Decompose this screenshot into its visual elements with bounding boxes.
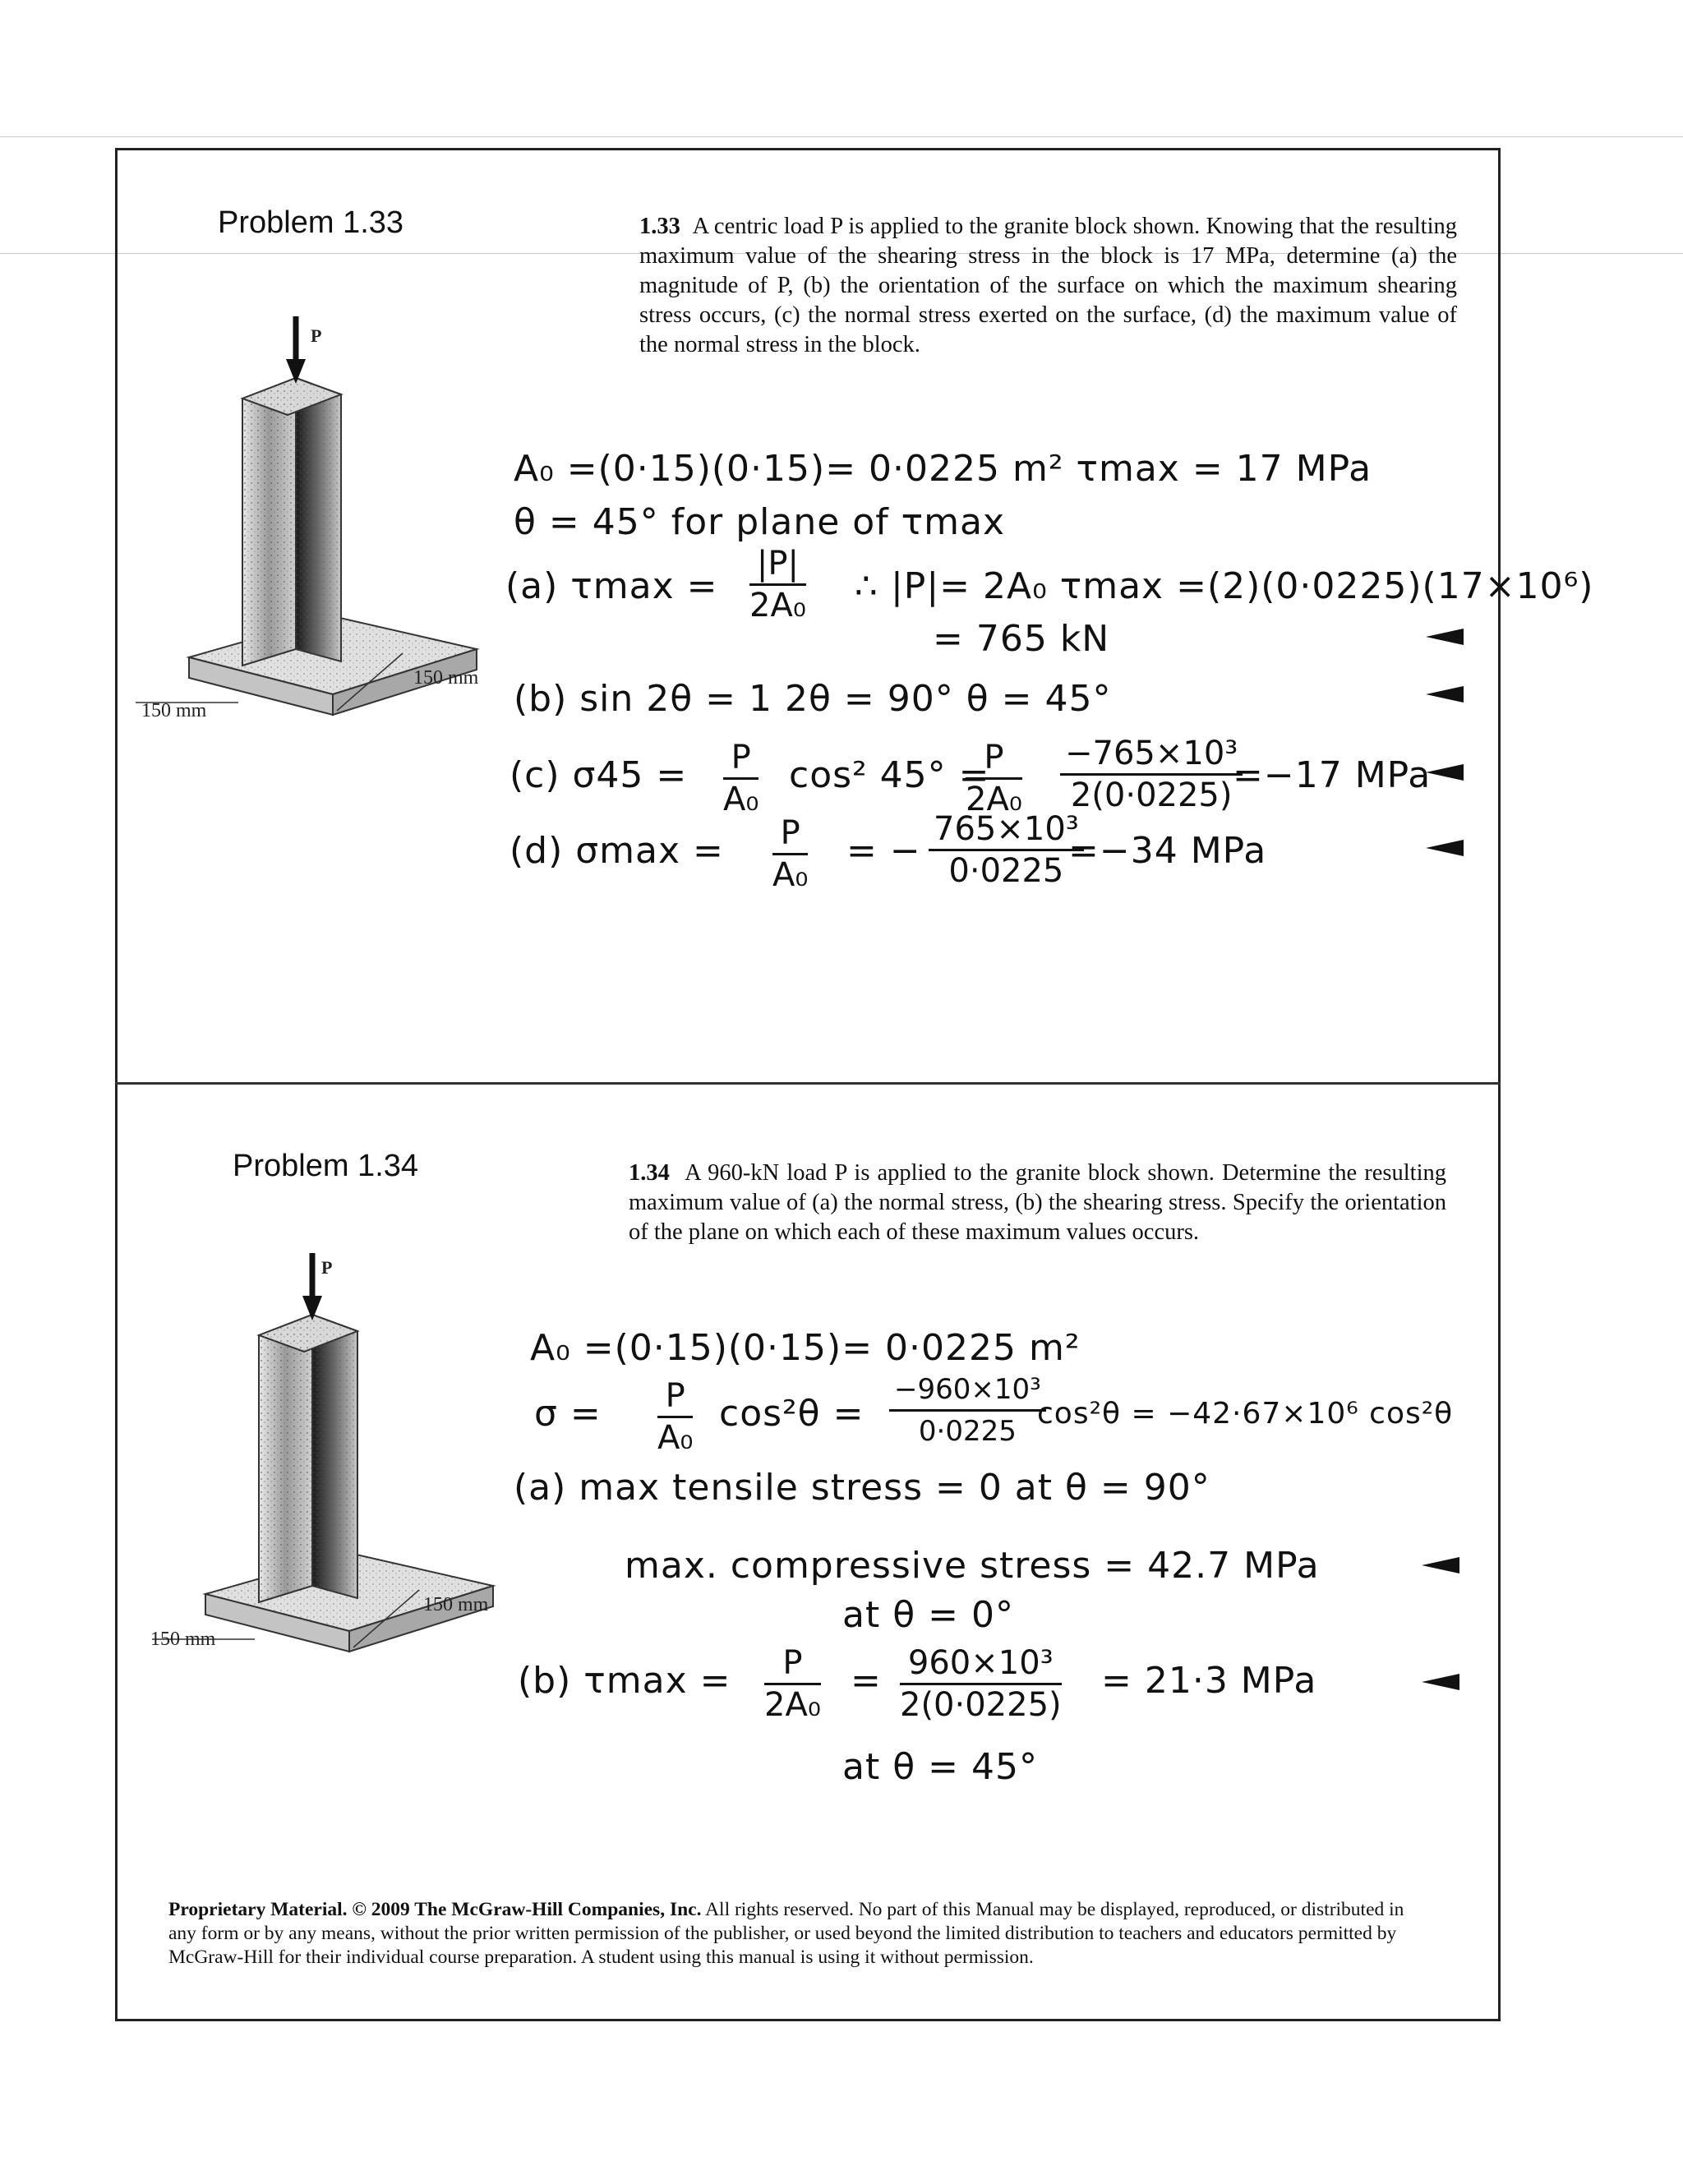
scan-line — [0, 136, 1683, 137]
fraction — [723, 738, 759, 819]
solution-line: σ = — [534, 1393, 602, 1435]
answer-marker-icon — [1422, 1557, 1459, 1573]
fraction-numerator: −960×10³ — [889, 1370, 1046, 1412]
fraction-denominator: A₀ — [772, 856, 809, 894]
fraction-numerator: |P| — [749, 544, 806, 586]
fraction-numerator: P — [966, 738, 1022, 780]
fraction — [772, 813, 808, 895]
fraction-numerator: 765×10³ — [929, 809, 1084, 851]
solution-line: (d) σmax = — [510, 830, 724, 872]
fraction-denominator: A₀ — [723, 781, 759, 818]
fraction — [657, 1376, 693, 1458]
fraction-denominator: 0·0225 — [918, 1415, 1017, 1448]
solution-line: = 21·3 MPa — [1101, 1660, 1317, 1702]
statement-text: A centric load P is applied to the granite block shown. Knowing that the resulting maximum value of the shearing stress in the block is 17 MPa, determine (a) the magnitude of P, (b) the orientation of the surface on which the maximum shearing stress occurs, (c) the normal stress exerted on the surface, (d) the maximum value of the normal stress in the block. — [639, 214, 1457, 357]
fraction-denominator: A₀ — [657, 1419, 694, 1457]
solution-line: (a) τmax = — [505, 565, 718, 607]
fraction — [900, 1643, 1062, 1725]
answer-marker-icon — [1426, 764, 1464, 781]
solution-line: cos²θ = −42·67×10⁶ cos²θ — [1037, 1397, 1454, 1431]
solution-line: at θ = 45° — [842, 1746, 1038, 1788]
solution-line: (a) max tensile stress = 0 at θ = 90° — [514, 1467, 1210, 1509]
solution-line: A₀ =(0·15)(0·15)= 0·0225 m² — [530, 1327, 1081, 1369]
solution-line: =−34 MPa — [1068, 830, 1267, 872]
granite-block-figure — [148, 1253, 559, 1680]
granite-block-figure — [131, 316, 542, 744]
fraction-denominator: 2A₀ — [764, 1686, 821, 1724]
dimension-label: 150 mm — [413, 667, 479, 689]
solution-line: = − — [846, 830, 921, 872]
load-label: P — [321, 1257, 333, 1278]
fraction-numerator: P — [657, 1376, 693, 1418]
solution-line: cos² 45° = — [789, 754, 990, 796]
dimension-label: 150 mm — [423, 1594, 489, 1615]
problem-statement — [639, 212, 1457, 360]
fraction-numerator: 960×10³ — [900, 1643, 1062, 1685]
fraction-denominator: 2A₀ — [966, 781, 1022, 818]
load-label: P — [311, 325, 322, 346]
answer-marker-icon — [1426, 840, 1464, 856]
solution-line: =−17 MPa — [1233, 754, 1432, 796]
answer-marker-icon — [1426, 686, 1464, 703]
solution-line: cos²θ = — [719, 1393, 865, 1435]
problem-title: Problem 1.33 — [218, 205, 404, 240]
footer-bold: Proprietary Material. © 2009 The McGraw-Hill Companies, Inc. — [168, 1899, 702, 1920]
fraction — [749, 544, 806, 625]
fraction-denominator: 2A₀ — [749, 587, 806, 624]
solution-line: at θ = 0° — [842, 1594, 1014, 1636]
solution-line: (b) τmax = — [518, 1660, 731, 1702]
fraction-numerator: P — [772, 813, 808, 855]
fraction — [889, 1370, 1046, 1451]
solution-line: (c) σ45 = — [510, 754, 688, 796]
statement-number: 1.33 — [639, 214, 680, 239]
solution-line: (b) sin 2θ = 1 2θ = 90° θ = 45° — [514, 678, 1112, 720]
fraction — [1060, 734, 1243, 815]
dimension-label: 150 mm — [150, 1629, 216, 1650]
fraction-numerator: −765×10³ — [1060, 734, 1243, 776]
footer-text: All rights reserved. No part of this Manual may be displayed, reproduced, or distributed in any form or by any means, without the prior written permission of the publisher, or used beyond the limited distribution to teachers and educators permitted by McGraw-Hill for their individual course preparation. A student using this manual is using it without permission. — [168, 1899, 1404, 1968]
statement-text: A 960-kN load P is applied to the granite block shown. Determine the resulting maximum value of (a) the normal stress, (b) the shearing stress. Specify the orientation of the plane on which each of these maximum values occurs. — [629, 1160, 1446, 1245]
copyright-footer — [168, 1898, 1434, 1970]
fraction — [966, 738, 1022, 819]
solution-line: = 765 kN — [933, 618, 1110, 660]
fraction — [764, 1643, 821, 1725]
statement-number: 1.34 — [629, 1160, 670, 1186]
problem-statement — [629, 1159, 1446, 1247]
fraction-denominator: 2(0·0225) — [1070, 776, 1233, 814]
fraction-numerator: P — [723, 738, 759, 780]
problem-title: Problem 1.34 — [233, 1149, 419, 1183]
fraction — [929, 809, 1084, 891]
dimension-label: 150 mm — [141, 700, 207, 721]
fraction-denominator: 2(0·0225) — [900, 1686, 1062, 1724]
solution-line: = — [851, 1660, 882, 1702]
fraction-denominator: 0·0225 — [948, 852, 1064, 890]
solution-line: θ = 45° for plane of τmax — [514, 501, 1006, 543]
answer-marker-icon — [1426, 629, 1464, 645]
fraction-numerator: P — [764, 1643, 821, 1685]
solution-line: A₀ =(0·15)(0·15)= 0·0225 m² τmax = 17 MPa — [514, 448, 1372, 490]
answer-marker-icon — [1422, 1674, 1459, 1690]
solution-line: max. compressive stress = 42.7 MPa — [625, 1545, 1320, 1587]
section-divider — [115, 1082, 1501, 1085]
solution-line: ∴ |P|= 2A₀ τmax =(2)(0·0225)(17×10⁶) — [855, 565, 1594, 607]
